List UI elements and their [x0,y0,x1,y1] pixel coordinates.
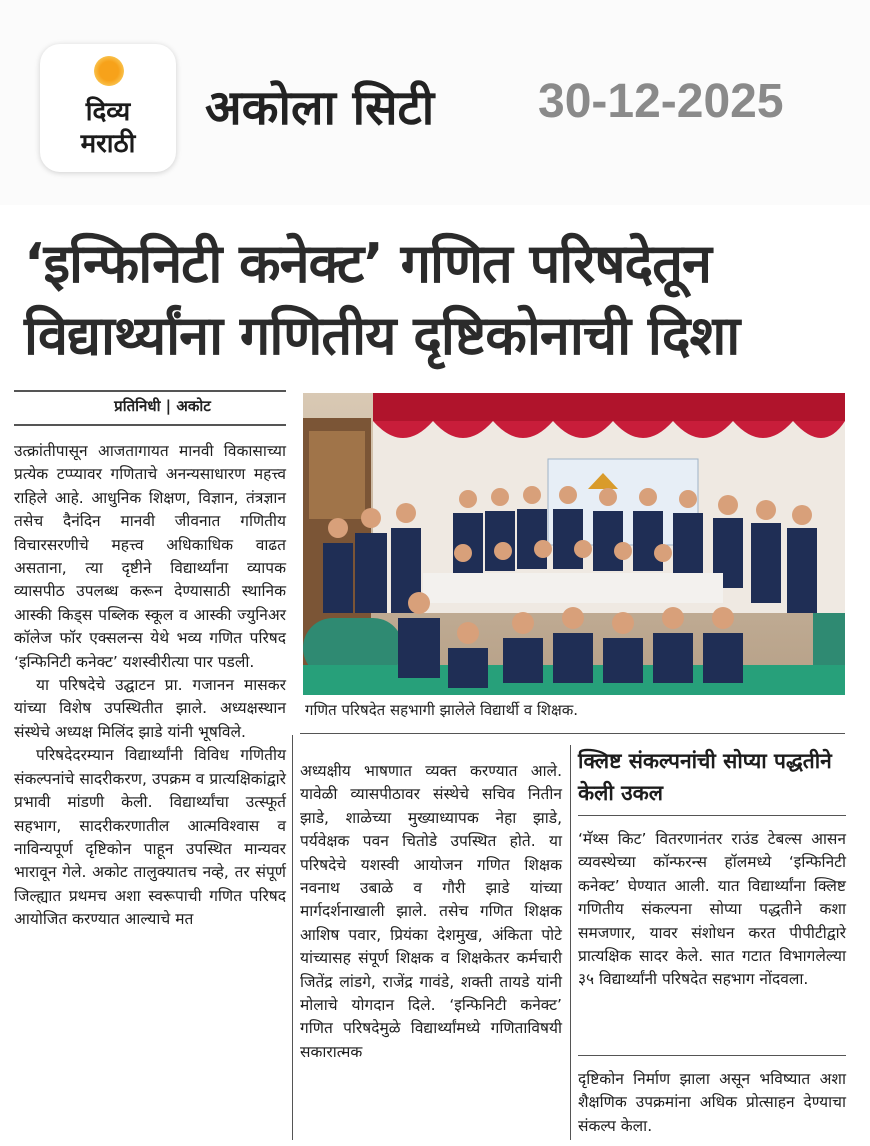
logo-text-line1: दिव्य [85,97,131,127]
byline: प्रतिनिधी | अकोट [114,397,211,415]
byline-divider-bottom [14,424,286,426]
column-divider-2 [570,745,571,1140]
column-3-divider [578,1055,846,1056]
byline-divider [14,390,286,392]
paragraph-inauguration: या परिषदेचे उद्घाटन प्रा. गजानन मासकर यांच्या विशेष उपस्थितीत झाले. अध्यक्षस्थान संस्थेचे अध्यक्ष मिलिंद झाडे यांनी भूषविले. [14,676,286,741]
event-photo [303,393,845,695]
divya-marathi-logo [40,44,176,172]
paragraph-dignitaries: अध्यक्षीय भाषणात व्यक्त करण्यात आले. यावेळी व्यासपीठावर संस्थेचे सचिव नितीन झाडे, शाळेच्या मुख्याध्यापक नेहा झाडे, पर्यवेक्षक पवन चितोडे उपस्थित होते. या परिषदेचे यशस्वी आयोजन गणित शिक्षक नवनाथ उबाळे व गौरी झाडे यांच्या मार्गदर्शनाखाली झाले. तसेच गणित शिक्षक आशिष पवार, प्रियंका देशमुख, अंकिता पोटे यांच्यासह संपूर्ण शिक्षक व शिक्षकेतर कर्मचारी जितेंद्र लांडगे, राजेंद्र गावंडे, शक्ती तायडे यांनी मोलाचे योगदान दिले. ‘इन्फिनिटी कनेक्ट’ गणित परिषदेमुळे विद्यार्थ्यांमध्ये गणिताविषयी सकारात्मक [300,762,562,1061]
caption-divider [300,733,845,734]
masthead [0,0,870,205]
article-column-3-continued [578,1068,846,1138]
paragraph-conclusion: दृष्टिकोन निर्माण झाला असून भविष्यात अशा शैक्षणिक उपक्रमांना अधिक प्रोत्साहन देण्याचा संकल्प केला. [578,1070,846,1135]
paragraph-intro: उत्क्रांतीपासून आजतागायत मानवी विकासाच्या प्रत्येक टप्प्यावर गणिताचे अनन्यसाधारण महत्त्व राहिले आहे. आधुनिक शिक्षण, विज्ञान, तंत्रज्ञान तसेच दैनंदिन मानवी जीवनात गणितीय विचारसरणीचे महत्त्व अधिकाधिक वाढत असताना, त्या दृष्टीने विद्यार्थ्यांना व्यापक व्यासपीठ उपलब्ध करून देण्यासाठी स्थानिक आस्की किड्स पब्लिक स्कूल व आस्की ज्युनिअर कॉलेज फॉर एक्सलन्स येथे भव्य गणित परिषद ‘इन्फिनिटी कनेक्ट’ यशस्वीरीत्या पार पडली. [14,442,286,671]
logo-text-line2: मराठी [80,129,136,159]
headline-line-1: ‘इन्फिनिटी कनेक्ट’ गणित परिषदेतून [24,232,711,295]
edition-date: 30-12-2025 [538,75,784,128]
article-column-3 [578,828,846,992]
sub-heading: क्लिष्ट संकल्पनांची सोप्या पद्धतीने केली उकल [578,749,832,805]
article-column-2 [300,760,562,1064]
subhead-underline [578,815,846,816]
paragraph-math-kit: ‘मॅथ्स किट’ वितरणानंतर राउंड टेबल्स आसन व्यवस्थेच्या कॉन्फरन्स हॉलमध्ये ‘इन्फिनिटी कनेक्ट’ घेण्यात आली. यात विद्यार्थ्यांना क्लिष्ट गणितीय संकल्पना सोप्या पद्धतीने कशा समजणार, यावर संशोधन करत पीपीटीद्वारे प्रात्यक्षिक सादर केले. सात गटात विभागलेल्या ३५ विद्यार्थ्यांनी परिषदेत सहभाग नोंदवला. [578,830,846,989]
edition-name: अकोला सिटी [205,80,435,136]
paragraph-presentations: परिषदेदरम्यान विद्यार्थ्यांनी विविध गणितीय संकल्पनांचे सादरीकरण, उपक्रम व प्रात्यक्षिकांद्वारे प्रभावी मांडणी केली. विद्यार्थ्यांचा उत्स्फूर्त सहभाग, सादरीकरणातील आत्मविश्वास व नाविन्यपूर्ण दृष्टिकोन पाहून उपस्थित मान्यवर भारावून गेले. अकोट तालुक्यातच नव्हे, तर संपूर्ण जिल्ह्यात प्रथमच अशा स्वरूपाची गणित परिषद आयोजित करण्यात आल्याचे मत [14,746,286,929]
group-photo-illustration [303,393,845,695]
article-column-1 [14,440,286,932]
column-divider-1 [292,735,293,1140]
photo-caption: गणित परिषदेत सहभागी झालेले विद्यार्थी व शिक्षक. [305,701,578,719]
headline-line-2: विद्यार्थ्यांना गणितीय दृष्टिकोनाची दिशा [24,304,740,367]
sun-icon [94,56,124,86]
